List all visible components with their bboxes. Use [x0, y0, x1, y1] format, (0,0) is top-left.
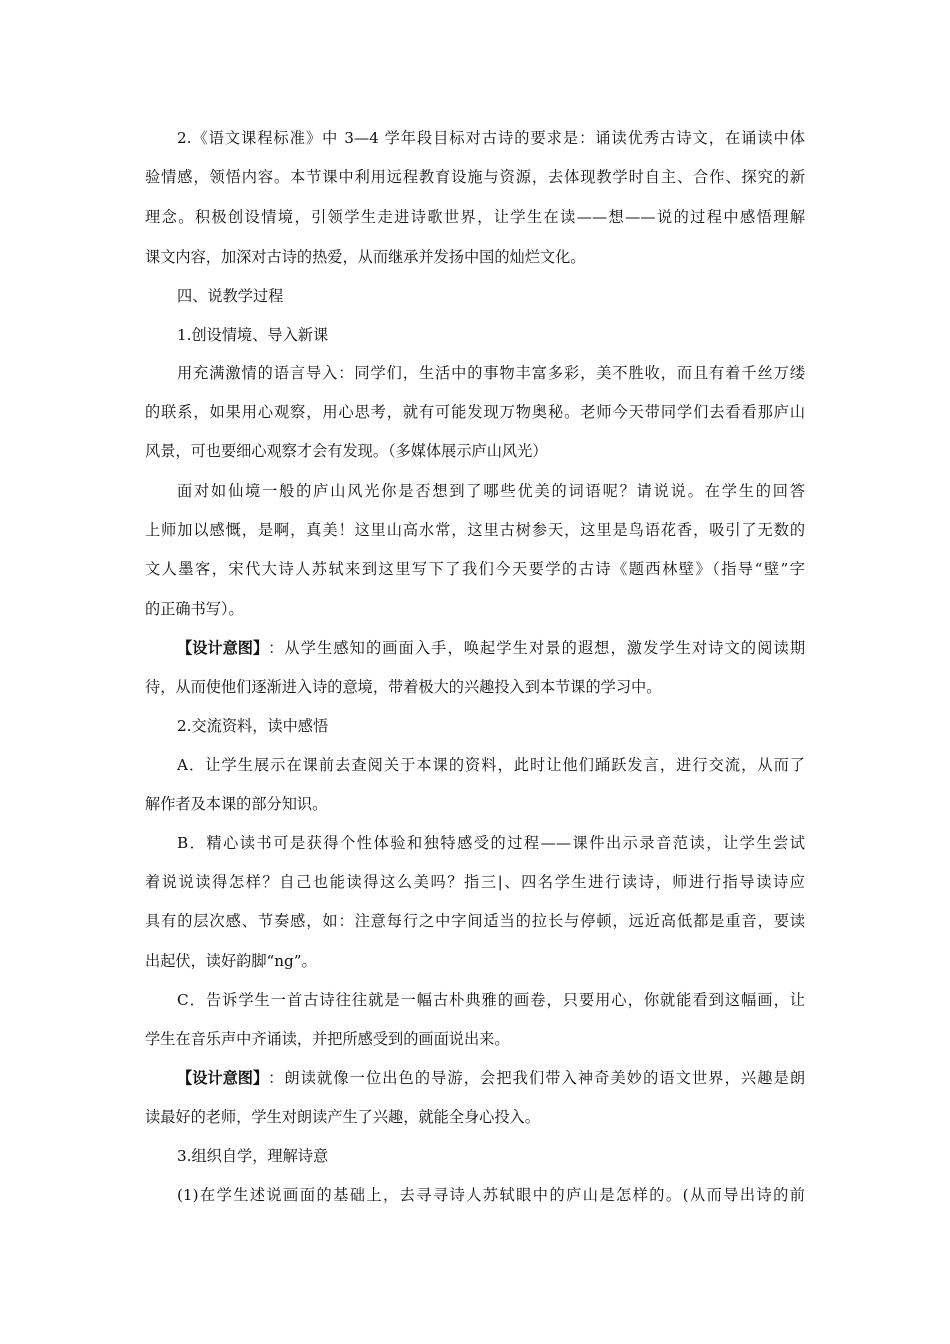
text-line: 的正确书写）。	[145, 600, 244, 618]
text-line: 具有的层次感、节奏感，如：注意每行之中字间适当的拉长与停顿，远近高低都是重音，要读	[145, 912, 805, 930]
text-line: 风景，可也要细心观察才会有发现。（多媒体展示庐山风光）	[145, 442, 548, 460]
design-intent-line	[177, 638, 805, 658]
text-line: 验情感，领悟内容。本节课中利用远程教育设施与资源，去体现教学时自主、合作、探究的新	[145, 168, 805, 186]
text-line: 出起伏，读好韵脚“ng”。	[145, 952, 317, 970]
design-intent-label: 【设计意图】	[177, 639, 269, 657]
design-intent-label: 【设计意图】	[177, 1069, 269, 1087]
text-line: 学生在音乐声中齐诵读，并把所感受到的画面说出来。	[145, 1030, 510, 1048]
text-line: 2.《语文课程标准》中 3—4 学年段目标对古诗的要求是：诵读优秀古诗文，在诵读中体	[177, 129, 805, 147]
text-line: A．让学生展示在课前去查阅关于本课的资料，此时让他们踊跃发言，进行交流，从而了	[177, 756, 805, 774]
text-line: 待，从而使他们逐渐进入诗的意境，带着极大的兴趣投入到本节课的学习中。	[145, 678, 662, 696]
subsection-heading: 2.交流资料，读中感悟	[177, 717, 329, 735]
text-line: ：从学生感知的画面入手，唤起学生对景的遐想，激发学生对诗文的阅读期	[268, 639, 805, 657]
section-heading: 四、说教学过程	[177, 287, 284, 305]
subsection-heading: 3.组织自学，理解诗意	[177, 1147, 329, 1165]
text-line: 理念。积极创设情境，引领学生走进诗歌世界，让学生在读——想——说的过程中感悟理解	[145, 208, 805, 226]
text-line: 读最好的老师，学生对朗读产生了兴趣，就能全身心投入。	[145, 1108, 540, 1126]
design-intent-line	[177, 1068, 805, 1088]
text-line: 用充满激情的语言导入：同学们，生活中的事物丰富多彩，美不胜收，而且有着千丝万缕	[177, 364, 805, 382]
text-line: 面对如仙境一般的庐山风光你是否想到了哪些优美的词语呢？请说说。在学生的回答	[177, 482, 805, 500]
text-line: 课文内容，加深对古诗的热爱，从而继承并发扬中国的灿烂文化。	[145, 248, 586, 266]
text-line: C．告诉学生一首古诗往往就是一幅古朴典雅的画卷，只要用心，你就能看到这幅画，让	[177, 991, 805, 1009]
subsection-heading: 1.创设情境、导入新课	[177, 326, 329, 344]
text-line: 上师加以感慨，是啊，真美！这里山高水常，这里古树参天，这里是鸟语花香，吸引了无数的	[145, 521, 805, 539]
text-line: 解作者及本课的部分知识。	[145, 795, 328, 813]
text-line: 文人墨客，宋代大诗人苏轼来到这里写下了我们今天要学的古诗《题西林壁》（指导“壁”字	[145, 560, 805, 578]
text-line: 的联系，如果用心观察，用心思考，就有可能发现万物奥秘。老师今天带同学们去看看那庐山	[145, 403, 805, 421]
text-line: (1)在学生述说画面的基础上，去寻寻诗人苏轼眼中的庐山是怎样的。(从而导出诗的前	[177, 1186, 805, 1204]
text-line: 着说说读得怎样？自己也能读得这么美吗？指三|、四名学生进行读诗，师进行指导读诗应	[145, 873, 805, 891]
text-line: ：朗读就像一位出色的导游，会把我们带入神奇美妙的语文世界，兴趣是朗	[268, 1069, 805, 1087]
text-line: B．精心读书可是获得个性体验和独特感受的过程——课件出示录音范读，让学生尝试	[177, 834, 805, 852]
